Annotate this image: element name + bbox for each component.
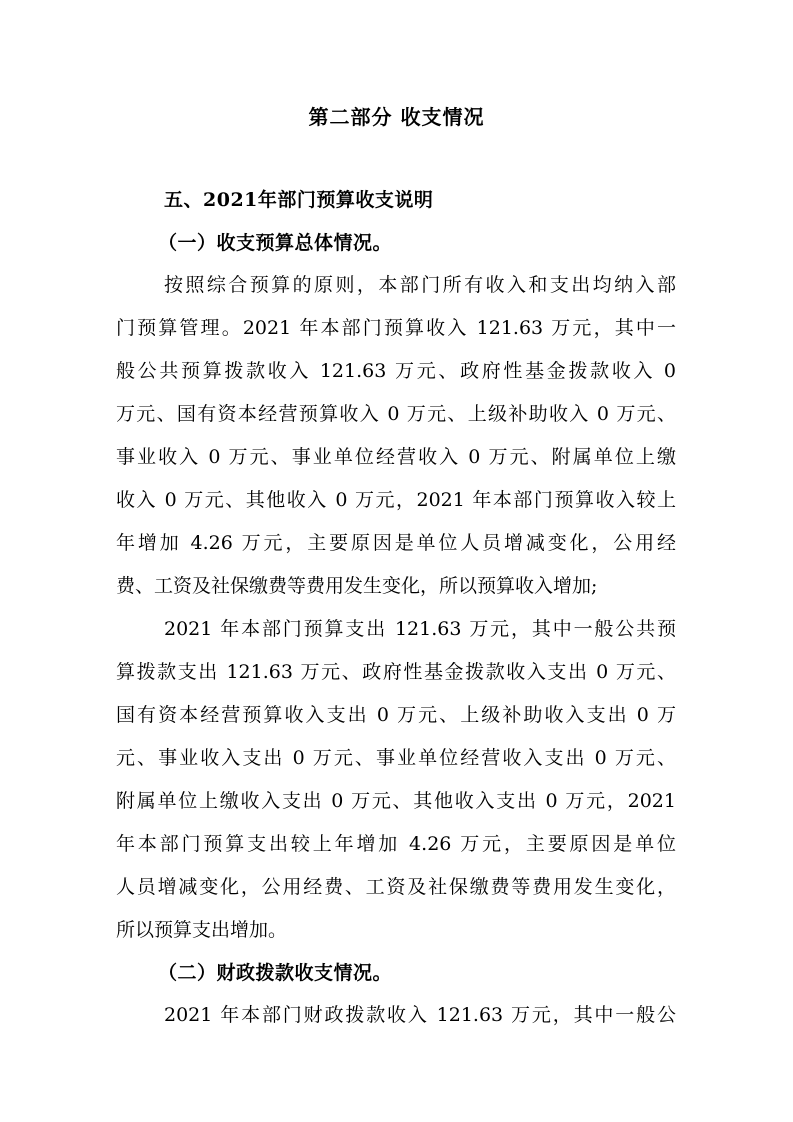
paragraph-1-line: 事业收入 0 万元、事业单位经营收入 0 万元、附属单位上缴 bbox=[116, 446, 676, 468]
paragraph-1-line: 费、工资及社保缴费等费用发生变化，所以预算收入增加; bbox=[116, 575, 598, 597]
paragraph-1-line: 万元、国有资本经营预算收入 0 万元、上级补助收入 0 万元、 bbox=[116, 403, 676, 425]
paragraph-1-line: 年增加 4.26 万元，主要原因是单位人员增减变化，公用经 bbox=[116, 532, 676, 554]
paragraph-2-line: 2021 年本部门预算支出 121.63 万元，其中一般公共预 bbox=[164, 618, 676, 640]
paragraph-1-line: 按照综合预算的原则，本部门所有收入和支出均纳入部 bbox=[164, 274, 676, 296]
subheading-fiscal-appropriation: （二）财政拨款收支情况。 bbox=[158, 962, 393, 984]
page-title: 第二部分 收支情况 bbox=[308, 105, 485, 129]
paragraph-1-line: 收入 0 万元、其他收入 0 万元，2021 年本部门预算收入较上 bbox=[116, 489, 676, 511]
paragraph-2-line: 附属单位上缴收入支出 0 万元、其他收入支出 0 万元，2021 bbox=[116, 790, 676, 812]
section-heading: 五、2021年部门预算收支说明 bbox=[164, 189, 434, 211]
paragraph-3-line: 2021 年本部门财政拨款收入 121.63 万元，其中一般公 bbox=[164, 1004, 676, 1026]
paragraph-2-line: 算拨款支出 121.63 万元、政府性基金拨款收入支出 0 万元、 bbox=[116, 661, 676, 683]
subheading-budget-overview: （一）收支预算总体情况。 bbox=[158, 232, 393, 254]
paragraph-2-line: 元、事业收入支出 0 万元、事业单位经营收入支出 0 万元、 bbox=[116, 747, 676, 769]
paragraph-2-line: 人员增减变化，公用经费、工资及社保缴费等费用发生变化， bbox=[116, 876, 676, 898]
paragraph-1-line: 门预算管理。2021 年本部门预算收入 121.63 万元，其中一 bbox=[116, 317, 676, 339]
paragraph-2-line: 所以预算支出增加。 bbox=[116, 919, 288, 941]
paragraph-2-line: 年本部门预算支出较上年增加 4.26 万元，主要原因是单位 bbox=[116, 833, 676, 855]
paragraph-2-line: 国有资本经营预算收入支出 0 万元、上级补助收入支出 0 万 bbox=[116, 704, 676, 726]
paragraph-1-line: 般公共预算拨款收入 121.63 万元、政府性基金拨款收入 0 bbox=[116, 360, 676, 382]
